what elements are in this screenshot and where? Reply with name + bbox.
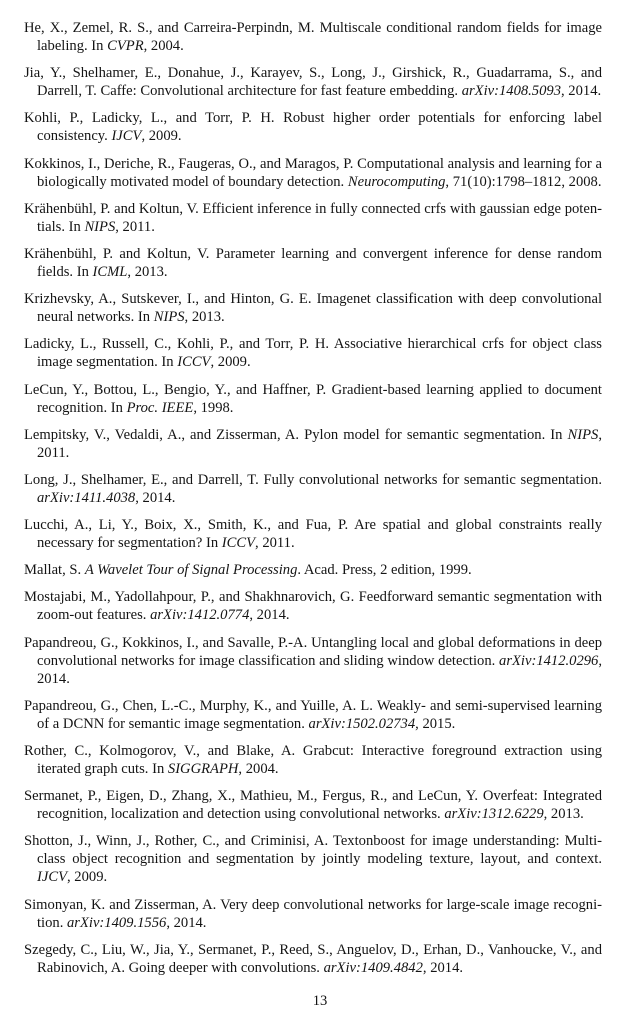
reference-text: He, X., Zemel, R. S., and Carreira-Perpindn, M. Multiscale conditional random fields for image labeling. In — [24, 20, 602, 54]
reference-year: , 2014. — [422, 959, 464, 976]
reference-year: , 2009. — [141, 128, 182, 145]
reference-year: , 1998. — [193, 399, 234, 416]
reference-text: Jia, Y., Shelhamer, E., Donahue, J., Karayev, S., Long, J., Girshick, R., Guadarrama, S., and Darrell, T. Caffe: Convolutional architecture for fast feature embedding. — [24, 65, 602, 100]
page-number: 13 — [312, 993, 328, 1009]
reference-venue: ICML — [92, 263, 128, 280]
reference-text: LeCun, Y., Bottou, L., Bengio, Y., and Haffner, P. Gradient-based learning applied to document recognition. In — [24, 381, 602, 416]
reference-text: Lucchi, A., Li, Y., Boix, X., Smith, K., and Fua, P. Are spatial and global constraints really necessary for segmentation? In — [24, 517, 602, 552]
reference-entry — [24, 471, 602, 507]
reference-venue: A Wavelet Tour of Signal Processing — [84, 562, 298, 579]
reference-year: , 2013. — [127, 263, 168, 280]
reference-venue: arXiv:1502.02734 — [308, 715, 416, 732]
reference-venue: IJCV — [37, 869, 67, 886]
reference-venue: ICCV — [221, 535, 256, 552]
reference-text: Long, J., Shelhamer, E., and Darrell, T. Fully convolutional networks for semantic segmentation. — [24, 471, 602, 488]
reference-list — [24, 19, 602, 986]
reference-text: Sermanet, P., Eigen, D., Zhang, X., Mathieu, M., Fergus, R., and LeCun, Y. Overfeat: Integrated recognition, localization and detection using convolutional networks. — [24, 788, 602, 823]
reference-venue: Proc. IEEE — [126, 399, 194, 416]
reference-text: Szegedy, C., Liu, W., Jia, Y., Sermanet, P., Reed, S., Anguelov, D., Erhan, D., Vanhoucke, V., and Rabinovich, A. Going deeper with convolutions. — [24, 941, 602, 976]
reference-entry — [24, 634, 602, 688]
reference-year: , 2009. — [210, 354, 251, 371]
reference-text: Shotton, J., Winn, J., Rother, C., and Criminisi, A. Textonboost for image understanding: Multiclass object recognition and segmentation by jointly modeling texture, layout, and context. — [24, 833, 602, 868]
reference-entry — [24, 832, 602, 886]
reference-year: , 2014. — [135, 489, 176, 506]
reference-entry — [24, 742, 602, 778]
reference-year: , 2014. — [37, 652, 602, 687]
reference-text: Mostajabi, M., Yadollahpour, P., and Shakhnarovich, G. Feedforward semantic segmentation with zoom-out features. — [24, 589, 602, 624]
reference-year: , 2004. — [238, 761, 279, 777]
reference-text: Lempitsky, V., Vedaldi, A., and Zisserman, A. Pylon model for semantic segmentation. In — [24, 426, 568, 443]
reference-text: Krizhevsky, A., Sutskever, I., and Hinton, G. E. Imagenet classification with deep convolutional neural networks. In — [24, 291, 602, 326]
reference-text: Mallat, S. — [24, 562, 85, 579]
reference-entry — [24, 787, 602, 823]
reference-text: Krähenbühl, P. and Koltun, V. Parameter learning and convergent inference for dense random fields. In — [24, 245, 602, 280]
reference-text: Papandreou, G., Chen, L.-C., Murphy, K., and Yuille, A. L. Weakly- and semi-supervised learning of a DCNN for semantic image segmentation. — [24, 697, 602, 732]
reference-entry — [24, 335, 602, 371]
reference-entry — [24, 109, 602, 145]
reference-venue: arXiv:1312.6229 — [444, 806, 544, 823]
reference-venue: arXiv:1408.5093 — [461, 83, 561, 100]
reference-venue: NIPS — [153, 309, 185, 326]
reference-year: , 71(10):1798–1812, 2008. — [445, 173, 602, 190]
reference-year: . Acad. Press, 2 edition, 1999. — [297, 562, 472, 579]
reference-text: Ladicky, L., Russell, C., Kohli, P., and Torr, P. H. Associative hierarchical crfs for object class image segmentation. In — [24, 336, 602, 371]
reference-year: , 2011. — [37, 426, 602, 461]
reference-entry — [24, 290, 602, 326]
reference-entry — [24, 941, 602, 977]
reference-year: , 2013. — [184, 309, 225, 326]
reference-year: , 2004. — [143, 38, 184, 54]
reference-text: Papandreou, G., Kokkinos, I., and Savalle, P.-A. Untangling local and global deformations in deep convolutional networks for image classification and sliding window detection. — [24, 634, 602, 669]
reference-text: Simonyan, K. and Zisserman, A. Very deep convolutional networks for large-scale image recognition. — [24, 896, 602, 931]
reference-year: , 2009. — [67, 869, 108, 886]
reference-entry — [24, 200, 602, 236]
reference-text: Rother, C., Kolmogorov, V., and Blake, A. Grabcut: Interactive foreground extraction using iterated graph cuts. In — [24, 743, 602, 777]
reference-entry — [24, 561, 602, 579]
reference-text: Krähenbühl, P. and Koltun, V. Efficient inference in fully connected crfs with gaussian edge potentials. In — [24, 200, 602, 235]
reference-venue: arXiv:1412.0774 — [150, 607, 250, 624]
reference-venue: ICCV — [177, 354, 211, 371]
reference-entry — [24, 245, 602, 281]
reference-venue: SIGGRAPH — [167, 761, 239, 777]
reference-entry — [24, 697, 602, 733]
reference-entry — [24, 381, 602, 417]
reference-venue: NIPS — [84, 218, 116, 235]
reference-year: , 2014. — [561, 83, 602, 100]
reference-entry — [24, 516, 602, 552]
reference-year: , 2014. — [249, 607, 290, 624]
reference-venue: arXiv:1409.4842 — [323, 959, 423, 976]
reference-year: , 2014. — [166, 914, 207, 931]
reference-year: , 2015. — [415, 715, 456, 732]
reference-venue: Neurocomputing — [347, 173, 446, 190]
reference-entry — [24, 896, 602, 932]
reference-venue: arXiv:1409.1556 — [67, 914, 167, 931]
reference-entry — [24, 426, 602, 462]
reference-entry — [24, 64, 602, 100]
reference-venue: arXiv:1411.4038 — [37, 489, 136, 506]
reference-year: , 2013. — [543, 806, 584, 823]
reference-year: , 2011. — [115, 218, 155, 235]
reference-entry — [24, 19, 602, 55]
reference-year: , 2011. — [255, 535, 295, 552]
reference-venue: arXiv:1412.0296 — [499, 652, 599, 669]
reference-text: Kokkinos, I., Deriche, R., Faugeras, O., and Maragos, P. Computational analysis and learning for a biologically motivated model of boundary detection. — [24, 155, 602, 190]
reference-entry — [24, 155, 602, 191]
reference-entry — [24, 588, 602, 624]
reference-venue: IJCV — [111, 128, 142, 145]
reference-venue: NIPS — [567, 426, 599, 443]
reference-text: Kohli, P., Ladicky, L., and Torr, P. H. Robust higher order potentials for enforcing label consistency. — [24, 110, 602, 145]
reference-venue: CVPR — [107, 38, 144, 54]
